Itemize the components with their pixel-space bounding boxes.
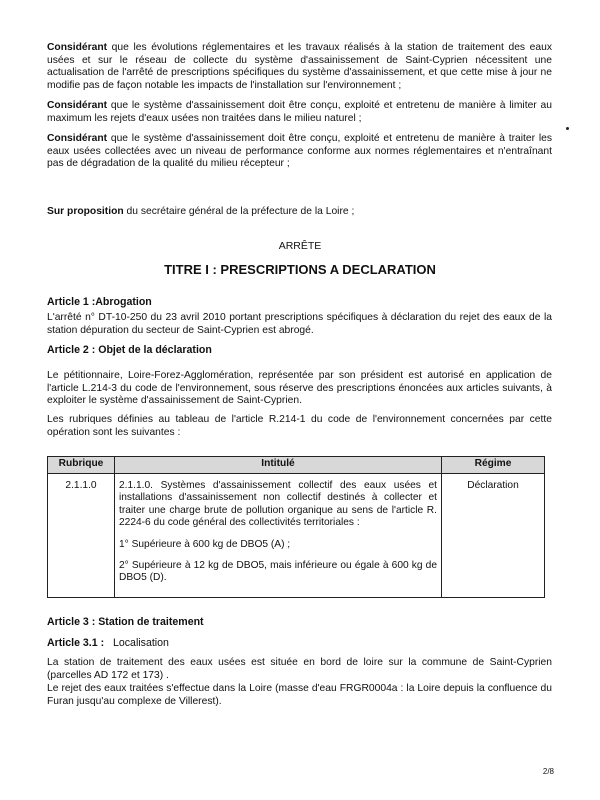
article-1-heading: Article 1 :Abrogation: [47, 296, 152, 308]
page-number: 2/8: [542, 767, 554, 776]
considerant-text: que le système d'assainissement doit être conçu, exploité et entretenu de manière à traiter les eaux usées collectées avec un niveau de performance conforme aux normes réglementaires et n'entraînant pas de dégradation de la qualité du milieu récepteur ;: [47, 133, 552, 170]
proposition-lead: Sur proposition: [47, 206, 124, 217]
article-1-text: L'arrêté n° DT-10-250 du 23 avril 2010 portant prescriptions spécifiques à déclaration du rejet des eaux de la station dépuration du secteur de Saint-Cyprien est abrogé.: [47, 312, 552, 336]
article-2-paragraph-2: Les rubriques définies au tableau de l'article R.214-1 du code de l'environnement concernées par cette opération sont les suivantes :: [47, 414, 552, 438]
considerant-paragraph: [47, 100, 552, 125]
table-header-row: [48, 457, 545, 474]
intitule-paragraph: 2.1.1.0. Systèmes d'assainissement collectif des eaux usées et installations d'assainissement non collectif destinés à collecter et traiter une charge brute de pollution organique au sens de l'article R. 2224-6 du code général des collectivités territoriales :: [119, 480, 437, 529]
considerant-paragraph: [47, 133, 552, 171]
table-header-regime: Régime: [442, 457, 545, 474]
article-3-heading: Article 3 : Station de traitement: [47, 616, 204, 628]
intitule-paragraph: 1° Supérieure à 600 kg de DBO5 (A) ;: [119, 538, 291, 550]
table-cell-intitule: [115, 474, 442, 598]
considerant-lead: Considérant: [47, 133, 108, 144]
arrete-heading: ARRÊTE: [278, 240, 322, 252]
article-3-1-number: Article 3.1 :: [47, 637, 105, 649]
table-header-intitule: Intitulé: [115, 457, 442, 474]
proposition-paragraph: [47, 206, 552, 219]
considerant-text: que le système d'assainissement doit être conçu, exploité et entretenu de manière à limiter au maximum les rejets d'eaux usées non traitées dans le milieu naturel ;: [47, 100, 552, 124]
table-cell-rubrique: 2.1.1.0: [48, 474, 115, 598]
table-cell-regime: Déclaration: [442, 474, 545, 598]
considerant-text: que les évolutions réglementaires et les travaux réalisés à la station de traitement des eaux usées et sur le réseau de collecte du système d'assainissement de Saint-Cyprien nécessitent une actualisation de l'arrêté de prescriptions spécifiques du système d'assainissement, et que cette mise à jour ne modifie pas de façon notable les impacts de l'installation sur l'environnement ;: [47, 42, 552, 91]
proposition-text: du secrétaire général de la préfecture de la Loire ;: [123, 206, 355, 217]
considerant-lead: Considérant: [47, 42, 108, 53]
article-3-1-paragraph-2: Le rejet des eaux traitées s'effectue dans la Loire (masse d'eau FRGR0004a : la Loire depuis la confluence du Furan jusqu'au complexe de Villerest).: [47, 683, 552, 707]
article-3-1-title: Localisation: [112, 637, 169, 649]
considerant-paragraph: [47, 42, 552, 92]
article-3-1-paragraph-1: La station de traitement des eaux usées est située en bord de loire sur la commune de Saint-Cyprien (parcelles AD 172 et 173) .: [47, 657, 552, 681]
intitule-paragraph: 2° Supérieure à 12 kg de DBO5, mais inférieure ou égale à 600 kg de DBO5 (D).: [119, 560, 437, 584]
rubriques-table: [47, 456, 545, 598]
article-2-paragraph-1: Le pétitionnaire, Loire-Forez-Agglomération, représentée par son président est autorisé en application de l'article L.214-3 du code de l'environnement, sous réserve des prescriptions énoncées aux articles suivants, à exploiter le système d'assainissement de Saint-Cyprien.: [47, 370, 552, 407]
titre-heading: TITRE I : PRESCRIPTIONS A DECLARATION: [164, 262, 436, 277]
table-header-rubrique: Rubrique: [48, 457, 115, 474]
article-2-heading: Article 2 : Objet de la déclaration: [47, 344, 212, 356]
considerant-lead: Considérant: [47, 100, 108, 111]
article-3-1-heading: [47, 637, 169, 649]
table-row: [48, 474, 545, 598]
scan-speck: [566, 127, 569, 130]
